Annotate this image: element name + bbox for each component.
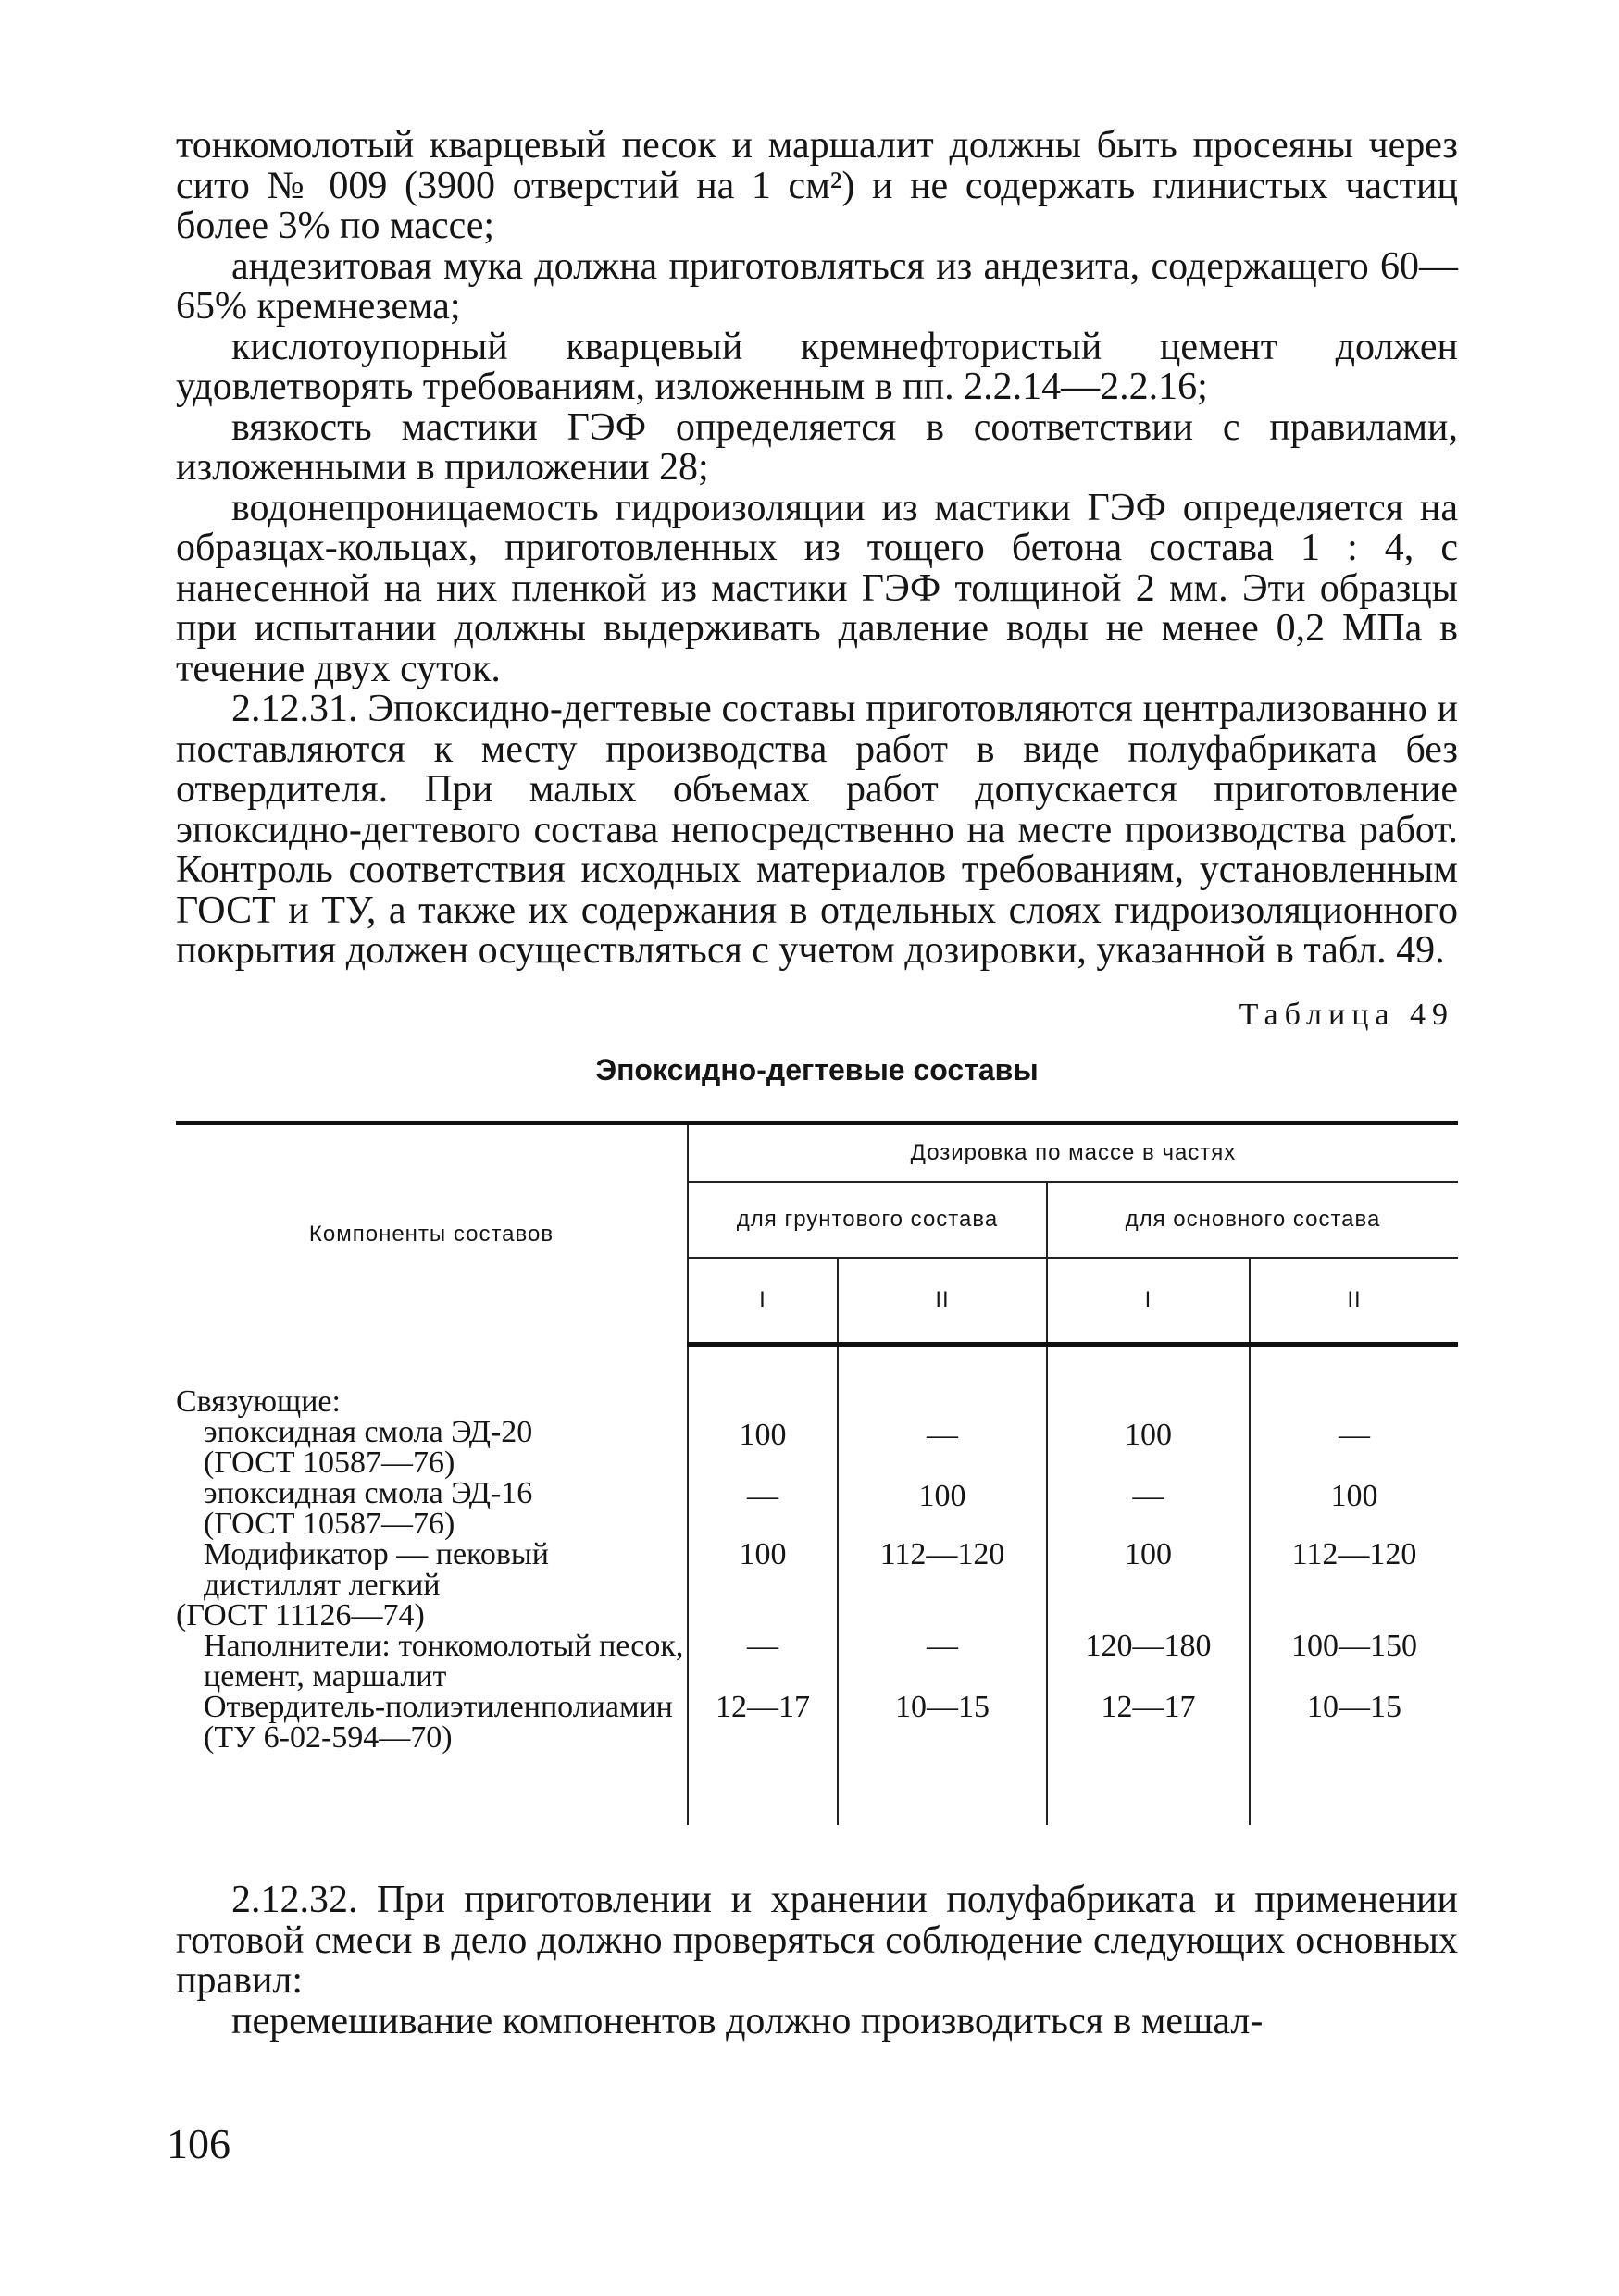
cell-value [838, 1344, 1047, 1539]
value-line: — [927, 1417, 958, 1452]
value-line: — [1339, 1417, 1370, 1452]
category-label: Связующие: [176, 1384, 341, 1419]
cell-value: 12—17 [688, 1692, 838, 1825]
component-line: Наполнители: тонкомолотый песок, цемент, маршалит [204, 1629, 684, 1694]
value-line: — [1132, 1478, 1164, 1513]
paragraph-mixing-components: перемешивание компонентов должно производиться в мешал- [231, 1999, 1264, 2042]
value-line: 100 [739, 1417, 787, 1452]
table-row-modifier [176, 1539, 1458, 1631]
table-title: Эпоксидно-дегтевые составы [595, 1052, 1039, 1086]
cell-value: 112—120 [1250, 1539, 1458, 1631]
header-main-col-2: II [1250, 1258, 1458, 1345]
header-primer-col-2: II [838, 1258, 1047, 1345]
cell-value: 100 [688, 1539, 838, 1631]
component-line: (ГОСТ 10587—76) [204, 1507, 455, 1541]
paragraph-waterproofing-test: водонепроницаемость гидроизоляции из мастики ГЭФ определяется на образцах-кольцах, приготовленных из тощего бетона состава 1 : 4, с нанесенной на них пленкой из мастики ГЭФ толщиной 2 мм. Эти образцы при испытании должны выдерживать давление воды не менее 0,2 МПа в течение двух суток. [176, 486, 1458, 690]
header-main-composition: для основного состава [1047, 1182, 1458, 1258]
component-line: (ГОСТ 10587—76) [204, 1446, 455, 1480]
component-line: эпоксидная смола ЭД-20 [204, 1415, 533, 1449]
component-line: (ГОСТ 11126—74) [176, 1598, 425, 1632]
table-row-binders [176, 1344, 1458, 1539]
paragraph-mastic-viscosity: вязкость мастики ГЭФ определяется в соответствии с правилами, изложенными в приложении 28; [176, 405, 1458, 489]
paragraph-section-2-12-31: 2.12.31. Эпоксидно-дегтевые составы приготовляются централизованно и поставляются к месту производства работ в виде полуфабриката без отвердителя. При малых объемах работ допускается приготовление эпоксидно-дегтевого состава непосредственно на месте производства работ. Контроль соответствия исходных материалов требованиям, установленным ГОСТ и ТУ, а также их содержания в отдельных слоях гидроизоляционного покрытия должен осуществляться с учетом дозировки, указанной в табл. 49. [176, 688, 1458, 972]
cell-component [176, 1631, 688, 1692]
paragraph-section-2-12-32: 2.12.32. При приготовлении и хранении полуфабриката и применении готовой смеси в дело должно проверяться соблюдение следующих основных правил: [176, 1879, 1458, 2002]
cell-value: 12—17 [1047, 1692, 1250, 1825]
page-content [176, 126, 1458, 2042]
cell-value: 10—15 [838, 1692, 1047, 1825]
header-main-col-1: I [1047, 1258, 1250, 1345]
cell-component [176, 1344, 688, 1539]
table-number-label: Таблица 49 [1239, 997, 1454, 1032]
cell-value: 100—150 [1250, 1631, 1458, 1692]
cell-value [688, 1344, 838, 1539]
cell-component [176, 1692, 688, 1825]
cell-value [1250, 1344, 1458, 1539]
header-dosage: Дозировка по массе в частях [688, 1123, 1458, 1182]
component-line: Отвердитель-полиэтиленполиамин (ТУ 6-02-594—70) [204, 1690, 673, 1755]
value-line: — [747, 1478, 778, 1513]
value-line: 100 [918, 1478, 966, 1513]
component-line: эпоксидная смола ЭД-16 [204, 1476, 533, 1510]
header-components: Компоненты составов [176, 1123, 688, 1344]
table-row-hardener [176, 1692, 1458, 1825]
cell-value: 120—180 [1047, 1631, 1250, 1692]
cell-component [176, 1539, 688, 1631]
cell-value [1047, 1344, 1250, 1539]
cell-value: — [688, 1631, 838, 1692]
paragraph-quartz-sand: тонкомолотый кварцевый песок и маршалит должны быть просеяны через сито № 009 (3900 отверстий на 1 см²) и не содержать глинистых частиц более 3% по массе; [176, 124, 1458, 247]
cell-value: 112—120 [838, 1539, 1047, 1631]
composition-table [176, 1121, 1458, 1826]
paragraph-andesite-flour: андезитовая мука должна приготовляться из андезита, содержащего 60—65% кремнезема; [176, 244, 1458, 328]
component-line: Модификатор — пековый дистиллят легкий [204, 1537, 549, 1602]
value-line: 100 [1330, 1478, 1378, 1513]
value-line: 100 [1125, 1417, 1172, 1452]
header-primer-col-1: I [688, 1258, 838, 1345]
page-number: 106 [167, 2120, 230, 2167]
header-primer-composition: для грунтового состава [688, 1182, 1047, 1258]
paragraph-acid-resistant-cement: кислотоупорный кварцевый кремнефтористый цемент должен удовлетворять требованиям, изложенным в пп. 2.2.14—2.2.16; [176, 325, 1458, 408]
cell-value: 100 [1047, 1539, 1250, 1631]
cell-value: — [838, 1631, 1047, 1692]
table-row-fillers [176, 1631, 1458, 1692]
cell-value: 10—15 [1250, 1692, 1458, 1825]
